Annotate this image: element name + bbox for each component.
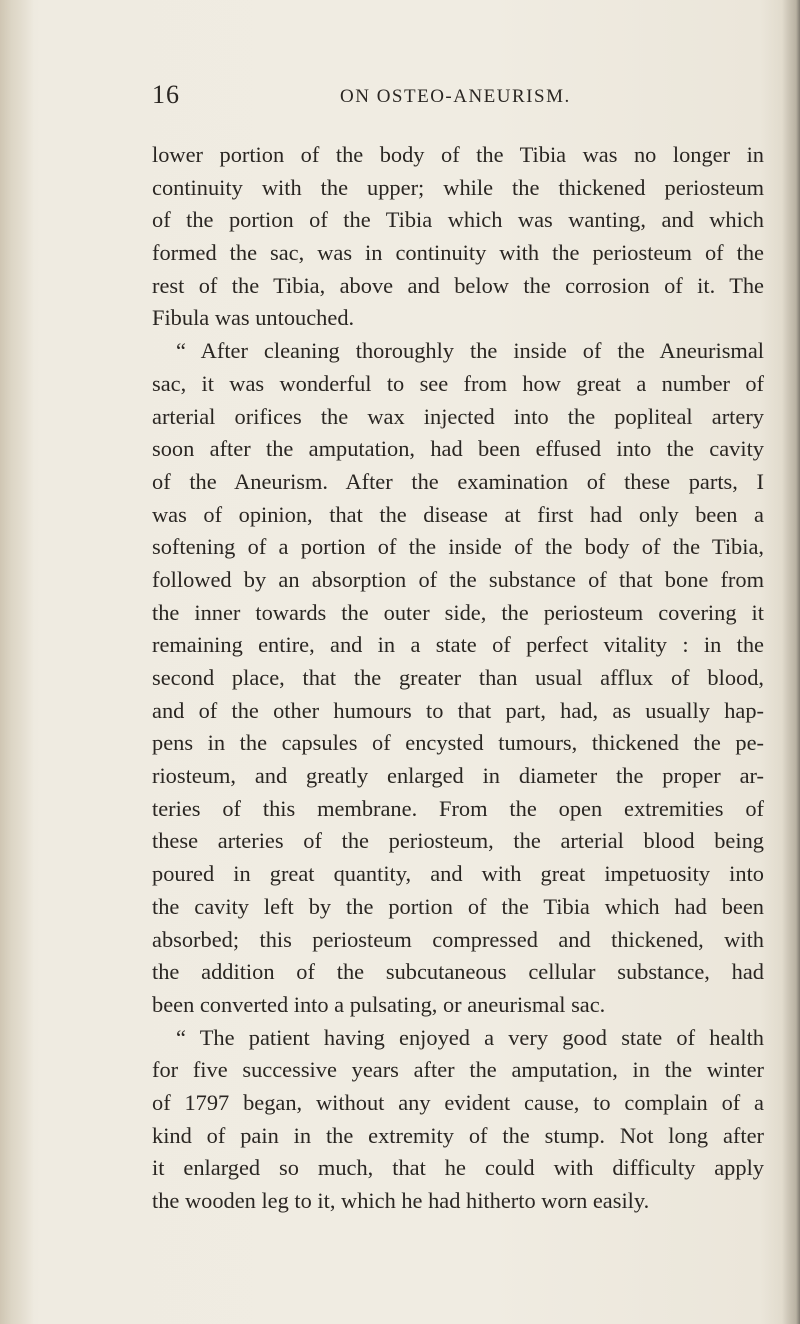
- text-line: continuity with the upper; while the thickened periosteum: [152, 174, 764, 200]
- text-line: softening of a portion of the inside of the body of the Tibia,: [152, 534, 764, 560]
- text-line: absorbed; this periosteum compressed and thickened, with: [152, 926, 764, 952]
- text-line: arterial orifices the wax injected into the popliteal artery: [152, 403, 764, 429]
- text-line: of 1797 began, without any evident cause, to complain of a: [152, 1089, 764, 1115]
- page-edge-shadow: [782, 0, 800, 1324]
- paragraph: [152, 335, 764, 1021]
- text-line: “ After cleaning thoroughly the inside of the Aneurismal: [176, 338, 764, 364]
- paragraph: [152, 139, 764, 335]
- text-line: formed the sac, was in continuity with the periosteum of the: [152, 240, 764, 266]
- text-line: it enlarged so much, that he could with difficulty apply: [152, 1155, 764, 1181]
- text-line: riosteum, and greatly enlarged in diameter the proper ar-: [152, 763, 764, 789]
- running-head: [152, 80, 762, 120]
- text-line: of the portion of the Tibia which was wanting, and which: [152, 207, 764, 233]
- text-line: was of opinion, that the disease at first had only been a: [152, 501, 764, 527]
- text-line: lower portion of the body of the Tibia was no longer in: [152, 142, 764, 167]
- text-line: of the Aneurism. After the examination of these parts, I: [152, 468, 764, 494]
- text-line: the addition of the subcutaneous cellular substance, had: [152, 959, 764, 985]
- body-text: [152, 139, 764, 1218]
- text-line: soon after the amputation, had been effused into the cavity: [152, 436, 764, 462]
- spine-shadow: [0, 0, 34, 1324]
- text-line: pens in the capsules of encysted tumours, thickened the pe-: [152, 730, 764, 756]
- text-line: second place, that the greater than usual afflux of blood,: [152, 665, 764, 690]
- text-line: kind of pain in the extremity of the stump. Not long after: [152, 1122, 764, 1148]
- paragraph: [152, 1022, 764, 1218]
- text-line: and of the other humours to that part, had, as usually hap-: [152, 697, 764, 723]
- text-line: teries of this membrane. From the open extremities of: [152, 795, 764, 821]
- page-number: 16: [152, 80, 180, 109]
- text-line: the inner towards the outer side, the periosteum covering it: [152, 599, 764, 625]
- text-line: for five successive years after the amputation, in the winter: [152, 1057, 764, 1083]
- text-line: rest of the Tibia, above and below the corrosion of it. The: [152, 272, 764, 298]
- text-line: the wooden leg to it, which he had hitherto worn easily.: [152, 1188, 650, 1213]
- text-line: these arteries of the periosteum, the arterial blood being: [152, 828, 764, 854]
- text-line: sac, it was wonderful to see from how great a number of: [152, 370, 764, 396]
- text-line: remaining entire, and in a state of perfect vitality : in the: [152, 632, 764, 658]
- text-line: “ The patient having enjoyed a very good state of health: [176, 1024, 764, 1050]
- text-line: followed by an absorption of the substance of that bone from: [152, 566, 764, 592]
- text-line: been converted into a pulsating, or aneurismal sac.: [152, 991, 606, 1017]
- text-line: the cavity left by the portion of the Tibia which had been: [152, 893, 764, 919]
- running-title: ON OSTEO-ANEURISM.: [340, 86, 571, 107]
- text-line: Fibula was untouched.: [152, 305, 355, 331]
- text-line: poured in great quantity, and with great impetuosity into: [152, 861, 764, 887]
